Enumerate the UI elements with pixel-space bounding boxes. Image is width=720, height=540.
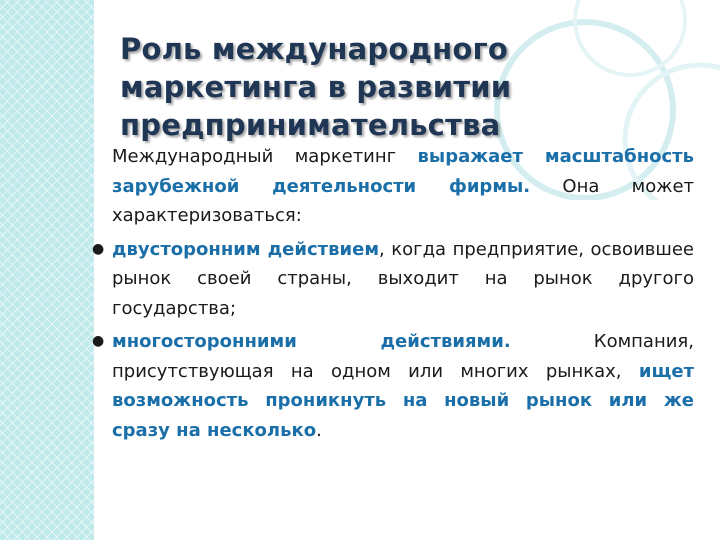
- slide-title: Роль международного маркетинга в развитии предпринимательства: [120, 32, 512, 142]
- intro-paragraph: [112, 142, 694, 231]
- intro-text-1: Международный маркетинг: [112, 146, 418, 167]
- bullet-icon: ●: [92, 333, 105, 349]
- slide-body: [92, 142, 694, 445]
- intro-highlight: выражает масштабность зарубежной деятельности фирмы.: [112, 146, 694, 197]
- decorative-side-band: [0, 0, 94, 540]
- bullet-2-highlight-1: многосторонними действиями.: [112, 331, 511, 352]
- bullet-2-highlight-2: ищет возможность проникнуть на новый рынок или же сразу на несколько: [112, 360, 694, 441]
- bullet-icon: ●: [92, 240, 105, 257]
- bullet-2-text-1: Компания, присутствующая на одном или многих рынках,: [112, 331, 694, 382]
- intro-text-2: Она может характеризоваться:: [112, 175, 695, 226]
- bullet-1-text: , когда предприятие, освоившее рынок своей страны, выходит на рынок другого государства;: [112, 238, 694, 319]
- bullet-2-text-2: .: [316, 419, 322, 441]
- list-item: [92, 235, 694, 324]
- list-item: [92, 327, 694, 445]
- bullet-list: [92, 235, 694, 446]
- bullet-1-highlight: двусторонним действием: [112, 238, 380, 260]
